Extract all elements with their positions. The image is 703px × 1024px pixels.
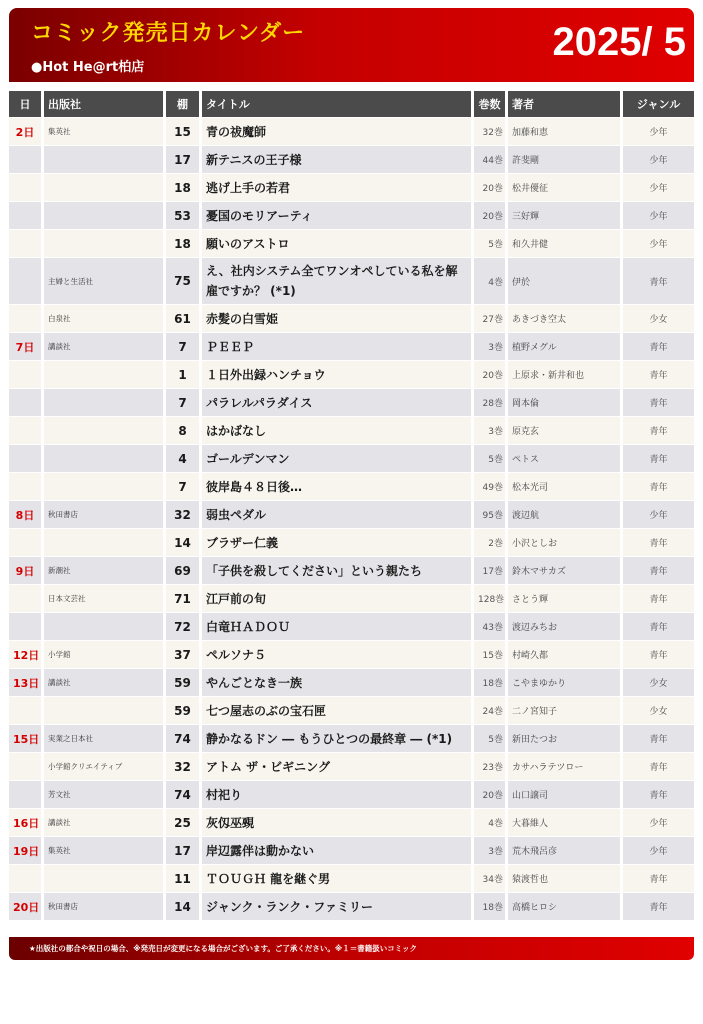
author-cell: 山口譲司 <box>508 781 623 808</box>
day-cell <box>9 865 44 892</box>
publisher-cell: 集英社 <box>44 837 166 864</box>
volume-cell: 3巻 <box>474 333 508 360</box>
day-cell <box>9 146 44 173</box>
shelf-cell: 1 <box>166 361 202 388</box>
day-cell: 15日 <box>9 725 44 752</box>
publisher-cell: 講談社 <box>44 333 166 360</box>
author-cell: 松本光司 <box>508 473 623 500</box>
author-cell: 許斐剛 <box>508 146 623 173</box>
volume-cell: 4巻 <box>474 258 508 304</box>
volume-cell: 20巻 <box>474 174 508 201</box>
author-cell: 二ノ宮知子 <box>508 697 623 724</box>
publisher-cell: 秋田書店 <box>44 501 166 528</box>
shelf-cell: 32 <box>166 753 202 780</box>
volume-cell: 128巻 <box>474 585 508 612</box>
genre-cell: 青年 <box>623 473 694 500</box>
title-cell: ブラザー仁義 <box>202 529 474 556</box>
column-header-author: 著者 <box>508 91 623 117</box>
table-body <box>9 118 694 920</box>
genre-cell: 青年 <box>623 781 694 808</box>
genre-cell: 少女 <box>623 697 694 724</box>
publisher-cell <box>44 202 166 229</box>
publisher-cell: 主婦と生活社 <box>44 258 166 304</box>
column-header-title: タイトル <box>202 91 474 117</box>
table-row <box>9 529 694 556</box>
day-cell <box>9 258 44 304</box>
day-cell <box>9 230 44 257</box>
genre-cell: 青年 <box>623 753 694 780</box>
author-cell: 三好輝 <box>508 202 623 229</box>
author-cell: 荒木飛呂彦 <box>508 837 623 864</box>
author-cell: さとう輝 <box>508 585 623 612</box>
release-calendar-table <box>9 90 694 921</box>
genre-cell: 少年 <box>623 118 694 145</box>
publisher-cell <box>44 389 166 416</box>
volume-cell: 3巻 <box>474 837 508 864</box>
publisher-cell: 日本文芸社 <box>44 585 166 612</box>
volume-cell: 3巻 <box>474 417 508 444</box>
title-cell: 七つ屋志のぶの宝石匣 <box>202 697 474 724</box>
table-row <box>9 202 694 229</box>
author-cell: カサハラテツロー <box>508 753 623 780</box>
table-row <box>9 585 694 612</box>
genre-cell: 青年 <box>623 417 694 444</box>
table-row <box>9 174 694 201</box>
shelf-cell: 25 <box>166 809 202 836</box>
genre-cell: 少女 <box>623 669 694 696</box>
shelf-cell: 7 <box>166 473 202 500</box>
table-row <box>9 893 694 920</box>
column-header-publisher: 出版社 <box>44 91 166 117</box>
author-cell: 伊於 <box>508 258 623 304</box>
shelf-cell: 14 <box>166 529 202 556</box>
publisher-cell <box>44 361 166 388</box>
column-header-day: 日 <box>9 91 44 117</box>
title-cell: 新テニスの王子様 <box>202 146 474 173</box>
publisher-cell: 秋田書店 <box>44 893 166 920</box>
publisher-cell: 講談社 <box>44 809 166 836</box>
volume-cell: 18巻 <box>474 669 508 696</box>
publisher-cell <box>44 865 166 892</box>
table-row <box>9 641 694 668</box>
volume-cell: 5巻 <box>474 445 508 472</box>
genre-cell: 青年 <box>623 361 694 388</box>
title-cell: １日外出録ハンチョウ <box>202 361 474 388</box>
title-cell: ペルソナ５ <box>202 641 474 668</box>
author-cell: 岡本倫 <box>508 389 623 416</box>
publisher-cell <box>44 473 166 500</box>
publisher-cell <box>44 529 166 556</box>
table-row <box>9 230 694 257</box>
table-row <box>9 613 694 640</box>
author-cell: 原克玄 <box>508 417 623 444</box>
table-row <box>9 837 694 864</box>
volume-cell: 23巻 <box>474 753 508 780</box>
author-cell: あきづき空太 <box>508 305 623 332</box>
day-cell: 13日 <box>9 669 44 696</box>
table-header-row <box>9 91 694 117</box>
title-cell: 願いのアストロ <box>202 230 474 257</box>
author-cell: 和久井健 <box>508 230 623 257</box>
genre-cell: 少年 <box>623 230 694 257</box>
title-cell: 岸辺露伴は動かない <box>202 837 474 864</box>
volume-cell: 20巻 <box>474 202 508 229</box>
author-cell: 小沢としお <box>508 529 623 556</box>
author-cell: 高橋ヒロシ <box>508 893 623 920</box>
shelf-cell: 15 <box>166 118 202 145</box>
shelf-cell: 75 <box>166 258 202 304</box>
table-row <box>9 361 694 388</box>
shelf-cell: 71 <box>166 585 202 612</box>
volume-cell: 5巻 <box>474 230 508 257</box>
table-row <box>9 389 694 416</box>
title-cell: 静かなるドン ― もうひとつの最終章 ― (*1) <box>202 725 474 752</box>
author-cell: 鈴木マサカズ <box>508 557 623 584</box>
title-cell: ＴＯＵＧＨ 龍を継ぐ男 <box>202 865 474 892</box>
title-cell: ＰＥＥＰ <box>202 333 474 360</box>
table-row <box>9 557 694 584</box>
title-cell: ジャンク・ランク・ファミリー <box>202 893 474 920</box>
day-cell: 8日 <box>9 501 44 528</box>
volume-cell: 43巻 <box>474 613 508 640</box>
volume-cell: 49巻 <box>474 473 508 500</box>
table-row <box>9 146 694 173</box>
year-month: 2025/ 5 <box>552 20 686 64</box>
genre-cell: 少女 <box>623 305 694 332</box>
day-cell <box>9 781 44 808</box>
volume-cell: 17巻 <box>474 557 508 584</box>
author-cell: 加藤和恵 <box>508 118 623 145</box>
title-cell: 白竜ＨＡＤＯＵ <box>202 613 474 640</box>
shelf-cell: 53 <box>166 202 202 229</box>
column-header-volume: 巻数 <box>474 91 508 117</box>
publisher-cell <box>44 697 166 724</box>
title-cell: 逃げ上手の若君 <box>202 174 474 201</box>
genre-cell: 青年 <box>623 585 694 612</box>
table-row <box>9 501 694 528</box>
author-cell: 大暮維人 <box>508 809 623 836</box>
genre-cell: 青年 <box>623 865 694 892</box>
publisher-cell: 小学館クリエイティブ <box>44 753 166 780</box>
genre-cell: 少年 <box>623 837 694 864</box>
publisher-cell: 白泉社 <box>44 305 166 332</box>
table-row <box>9 473 694 500</box>
volume-cell: 2巻 <box>474 529 508 556</box>
title-cell: はかばなし <box>202 417 474 444</box>
day-cell <box>9 417 44 444</box>
volume-cell: 32巻 <box>474 118 508 145</box>
day-cell <box>9 389 44 416</box>
publisher-cell <box>44 613 166 640</box>
day-cell <box>9 613 44 640</box>
table-row <box>9 669 694 696</box>
shelf-cell: 14 <box>166 893 202 920</box>
genre-cell: 青年 <box>623 613 694 640</box>
publisher-cell <box>44 146 166 173</box>
volume-cell: 24巻 <box>474 697 508 724</box>
table-row <box>9 445 694 472</box>
shelf-cell: 17 <box>166 146 202 173</box>
author-cell: 松井優征 <box>508 174 623 201</box>
title-cell: 「子供を殺してください」という親たち <box>202 557 474 584</box>
genre-cell: 少年 <box>623 809 694 836</box>
day-cell: 2日 <box>9 118 44 145</box>
shelf-cell: 7 <box>166 333 202 360</box>
shelf-cell: 74 <box>166 725 202 752</box>
publisher-cell <box>44 445 166 472</box>
day-cell <box>9 305 44 332</box>
genre-cell: 少年 <box>623 202 694 229</box>
genre-cell: 少年 <box>623 501 694 528</box>
volume-cell: 20巻 <box>474 781 508 808</box>
author-cell: こやまゆかり <box>508 669 623 696</box>
shelf-cell: 59 <box>166 697 202 724</box>
shelf-cell: 7 <box>166 389 202 416</box>
page-header <box>9 8 694 82</box>
author-cell: 猿渡哲也 <box>508 865 623 892</box>
publisher-cell <box>44 174 166 201</box>
publisher-cell: 集英社 <box>44 118 166 145</box>
title-cell: やんごとなき一族 <box>202 669 474 696</box>
shelf-cell: 74 <box>166 781 202 808</box>
volume-cell: 95巻 <box>474 501 508 528</box>
publisher-cell: 小学館 <box>44 641 166 668</box>
author-cell: 新田たつお <box>508 725 623 752</box>
publisher-cell: 新潮社 <box>44 557 166 584</box>
page-footer <box>9 937 694 960</box>
volume-cell: 28巻 <box>474 389 508 416</box>
shelf-cell: 59 <box>166 669 202 696</box>
day-cell: 7日 <box>9 333 44 360</box>
title-cell: ゴールデンマン <box>202 445 474 472</box>
volume-cell: 15巻 <box>474 641 508 668</box>
column-header-genre: ジャンル <box>623 91 694 117</box>
shelf-cell: 32 <box>166 501 202 528</box>
table-row <box>9 725 694 752</box>
page-title: コミック発売日カレンダー <box>31 21 306 46</box>
genre-cell: 青年 <box>623 641 694 668</box>
title-cell: 赤髪の白雪姫 <box>202 305 474 332</box>
table-row <box>9 697 694 724</box>
footer-note: ★出版社の都合や祝日の場合、※発売日が変更になる場合がございます。ご了承ください。※１＝書籍扱いコミック <box>29 944 418 953</box>
title-cell: 青の祓魔師 <box>202 118 474 145</box>
day-cell: 16日 <box>9 809 44 836</box>
day-cell: 19日 <box>9 837 44 864</box>
author-cell: 村崎久都 <box>508 641 623 668</box>
volume-cell: 18巻 <box>474 893 508 920</box>
genre-cell: 青年 <box>623 389 694 416</box>
genre-cell: 青年 <box>623 893 694 920</box>
title-cell: 村祀り <box>202 781 474 808</box>
publisher-cell <box>44 230 166 257</box>
author-cell: 渡辺みちお <box>508 613 623 640</box>
genre-cell: 青年 <box>623 333 694 360</box>
day-cell: 20日 <box>9 893 44 920</box>
day-cell: 9日 <box>9 557 44 584</box>
day-cell <box>9 473 44 500</box>
shelf-cell: 69 <box>166 557 202 584</box>
shelf-cell: 4 <box>166 445 202 472</box>
volume-cell: 20巻 <box>474 361 508 388</box>
table-row <box>9 809 694 836</box>
publisher-cell <box>44 417 166 444</box>
genre-cell: 少年 <box>623 174 694 201</box>
genre-cell: 青年 <box>623 445 694 472</box>
volume-cell: 4巻 <box>474 809 508 836</box>
day-cell <box>9 697 44 724</box>
shelf-cell: 18 <box>166 230 202 257</box>
genre-cell: 青年 <box>623 258 694 304</box>
title-cell: 江戸前の旬 <box>202 585 474 612</box>
title-cell: 灰仭巫覡 <box>202 809 474 836</box>
publisher-cell: 芳文社 <box>44 781 166 808</box>
author-cell: 上原求・新井和也 <box>508 361 623 388</box>
shelf-cell: 8 <box>166 417 202 444</box>
volume-cell: 34巻 <box>474 865 508 892</box>
table-row <box>9 781 694 808</box>
table-row <box>9 753 694 780</box>
publisher-cell: 実業之日本社 <box>44 725 166 752</box>
title-cell: パラレルパラダイス <box>202 389 474 416</box>
genre-cell: 青年 <box>623 725 694 752</box>
table-row <box>9 118 694 145</box>
day-cell <box>9 753 44 780</box>
column-header-shelf: 棚 <box>166 91 202 117</box>
table-row <box>9 305 694 332</box>
shelf-cell: 11 <box>166 865 202 892</box>
day-cell <box>9 585 44 612</box>
title-cell: 憂国のモリアーティ <box>202 202 474 229</box>
volume-cell: 44巻 <box>474 146 508 173</box>
title-cell: 弱虫ペダル <box>202 501 474 528</box>
shelf-cell: 17 <box>166 837 202 864</box>
table-row <box>9 258 694 304</box>
title-cell: アトム ザ・ビギニング <box>202 753 474 780</box>
day-cell <box>9 174 44 201</box>
genre-cell: 青年 <box>623 557 694 584</box>
day-cell <box>9 445 44 472</box>
shelf-cell: 72 <box>166 613 202 640</box>
publisher-cell: 講談社 <box>44 669 166 696</box>
volume-cell: 5巻 <box>474 725 508 752</box>
day-cell <box>9 361 44 388</box>
genre-cell: 青年 <box>623 529 694 556</box>
author-cell: 植野メグル <box>508 333 623 360</box>
title-cell: え、社内システム全てワンオペしている私を解雇ですか？ (*1) <box>202 258 474 304</box>
day-cell <box>9 529 44 556</box>
table-row <box>9 865 694 892</box>
genre-cell: 少年 <box>623 146 694 173</box>
author-cell: ペトス <box>508 445 623 472</box>
shelf-cell: 61 <box>166 305 202 332</box>
day-cell <box>9 202 44 229</box>
table-row <box>9 417 694 444</box>
store-name: ●Hot He@rt柏店 <box>31 60 145 75</box>
title-cell: 彼岸島４８日後… <box>202 473 474 500</box>
volume-cell: 27巻 <box>474 305 508 332</box>
author-cell: 渡辺航 <box>508 501 623 528</box>
shelf-cell: 37 <box>166 641 202 668</box>
day-cell: 12日 <box>9 641 44 668</box>
shelf-cell: 18 <box>166 174 202 201</box>
table-row <box>9 333 694 360</box>
